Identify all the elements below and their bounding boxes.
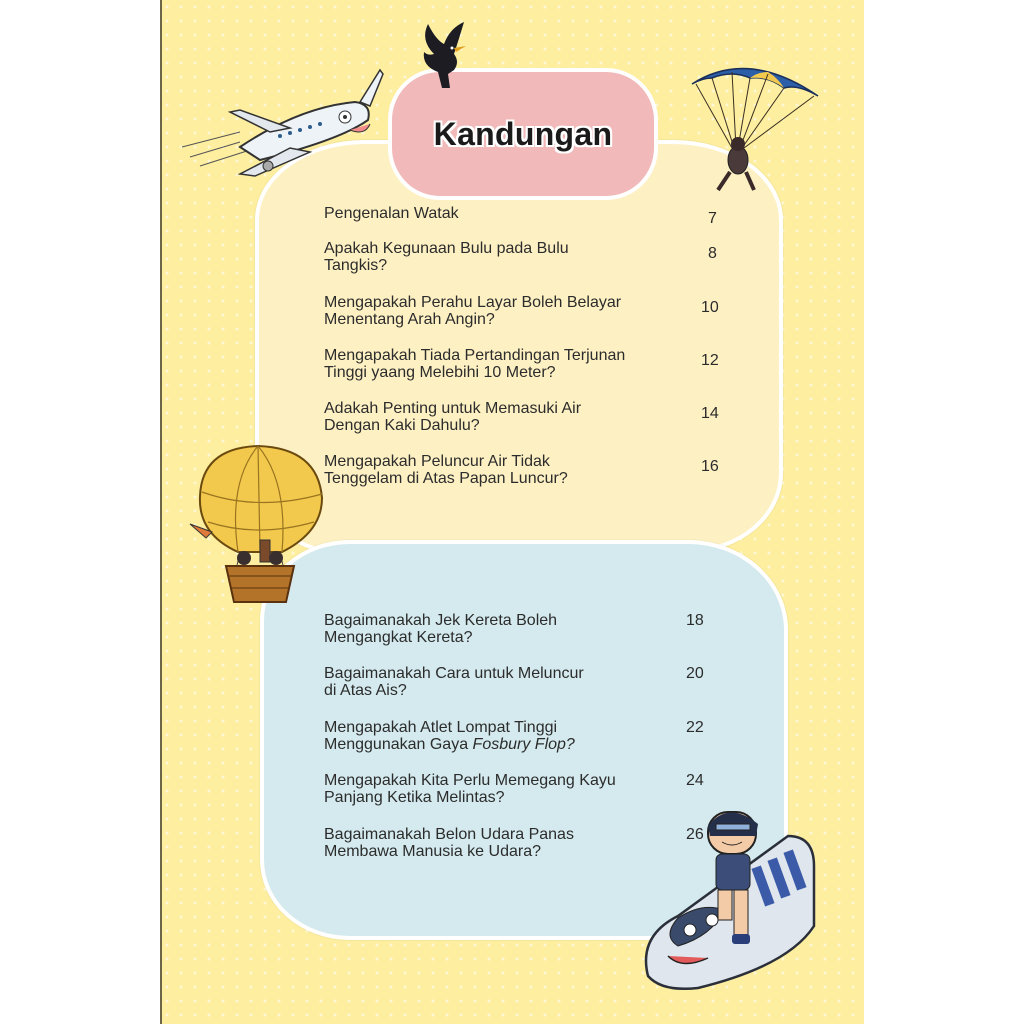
toc-entry-page: 26 — [686, 826, 704, 843]
toc-entry-page: 10 — [701, 299, 719, 316]
page-spine-edge — [160, 0, 162, 1024]
toc-entry-page: 16 — [701, 458, 719, 475]
toc-entry-title: Mengapakah Kita Perlu Memegang Kayu Panjang Ketika Melintas? — [324, 772, 616, 806]
toc-entry-page: 24 — [686, 772, 704, 789]
crow-icon — [414, 18, 470, 90]
toc-entry-page: 8 — [708, 245, 717, 262]
toc-entry-title: Bagaimanakah Belon Udara Panas Membawa Manusia ke Udara? — [324, 826, 574, 860]
toc-entry-title: Mengapakah Perahu Layar Boleh Belayar Menentang Arah Angin? — [324, 294, 622, 328]
toc-entry-page: 22 — [686, 719, 704, 736]
toc-entry-title: Bagaimanakah Jek Kereta Boleh Mengangkat Kereta? — [324, 612, 558, 646]
toc-entry-page: 12 — [701, 352, 719, 369]
toc-entry-title: Pengenalan Watak — [324, 205, 459, 222]
toc-entry-title: Apakah Kegunaan Bulu pada Bulu Tangkis? — [324, 240, 569, 274]
toc-entry-page: 14 — [701, 405, 719, 422]
toc-entry-title: Mengapakah Atlet Lompat Tinggi Menggunakan Gaya Fosbury Flop? — [324, 719, 575, 753]
bullet-train-icon — [638, 806, 818, 992]
hot-air-balloon-icon — [188, 442, 330, 612]
toc-entry-title: Mengapakah Peluncur Air Tidak Tenggelam di Atas Papan Luncur? — [324, 453, 568, 487]
toc-entry-page: 20 — [686, 665, 704, 682]
toc-entry-title: Mengapakah Tiada Pertandingan Terjunan Tinggi yaang Melebihi 10 Meter? — [324, 347, 626, 381]
toc-entry-page: 18 — [686, 612, 704, 629]
airplane-icon — [180, 62, 390, 182]
toc-entry-title: Adakah Penting untuk Memasuki Air Dengan Kaki Dahulu? — [324, 400, 582, 434]
parachute-icon — [688, 54, 822, 196]
toc-entry-title: Bagaimanakah Cara untuk Meluncur di Atas Ais? — [324, 665, 584, 699]
toc-entry-page: 7 — [708, 210, 717, 227]
page-title: Kandungan — [433, 115, 613, 152]
